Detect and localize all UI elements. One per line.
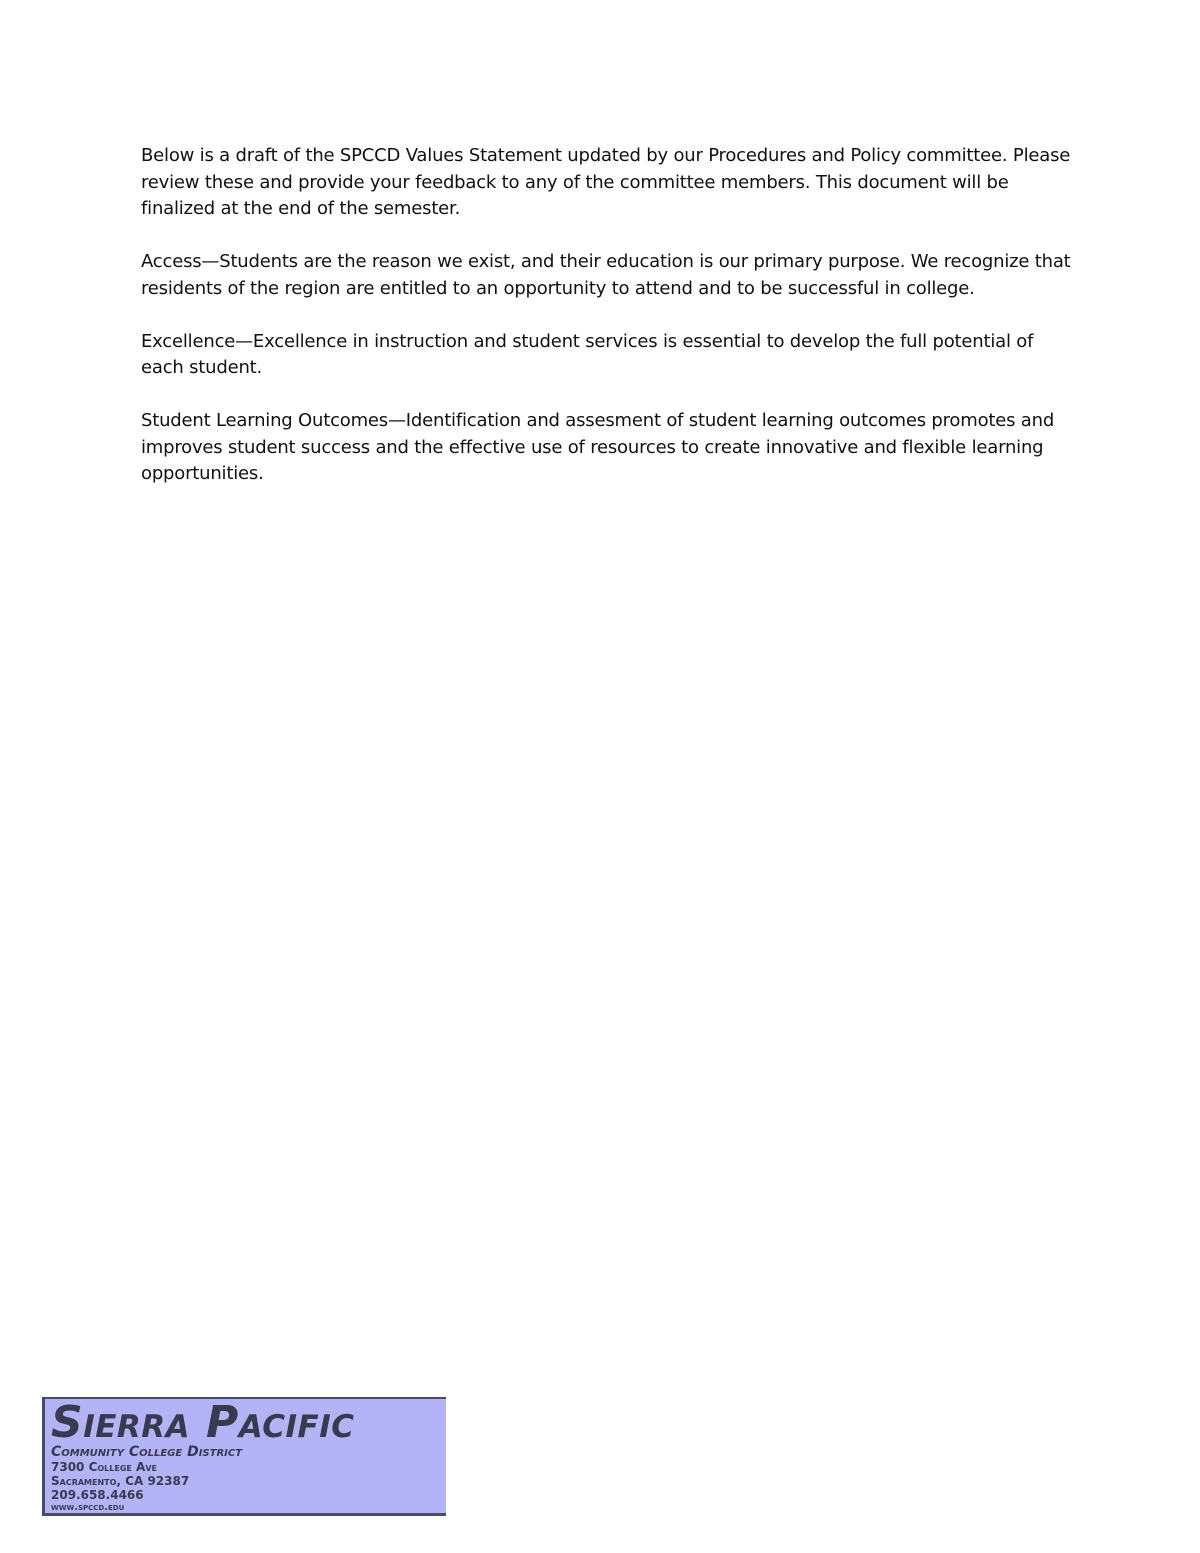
intro-paragraph: Below is a draft of the SPCCD Values Statement updated by our Procedures and Policy committee. Please review these and provide your feedback to any of the committee members. This document will be finalized at the end of the semester.: [141, 145, 1071, 219]
letterhead-title: Sierra Pacific: [51, 1397, 355, 1448]
letterhead-subtitle: Community College District: [51, 1444, 243, 1460]
letterhead-address-line1: 7300 College Ave: [51, 1460, 157, 1474]
excellence-paragraph: Excellence—Excellence in instruction and student services is essential to develop the full potential of each student.: [141, 330, 1034, 378]
letterhead-logo: [42, 1397, 446, 1516]
access-paragraph: Access—Students are the reason we exist, and their education is our primary purpose. We recognize that residents of the region are entitled to an opportunity to attend and to be successful in college.: [141, 251, 1071, 299]
letterhead-website: www.spccd.edu: [51, 1502, 125, 1513]
letterhead-address-line2: Sacramento, CA 92387: [51, 1474, 190, 1488]
document-body: [141, 143, 1071, 514]
letterhead-phone: 209.658.4466: [51, 1488, 144, 1502]
learning-outcomes-paragraph: Student Learning Outcomes—Identification and assesment of student learning outcomes promotes and improves student success and the effective use of resources to create innovative and flexible learning opportunities.: [141, 410, 1055, 484]
